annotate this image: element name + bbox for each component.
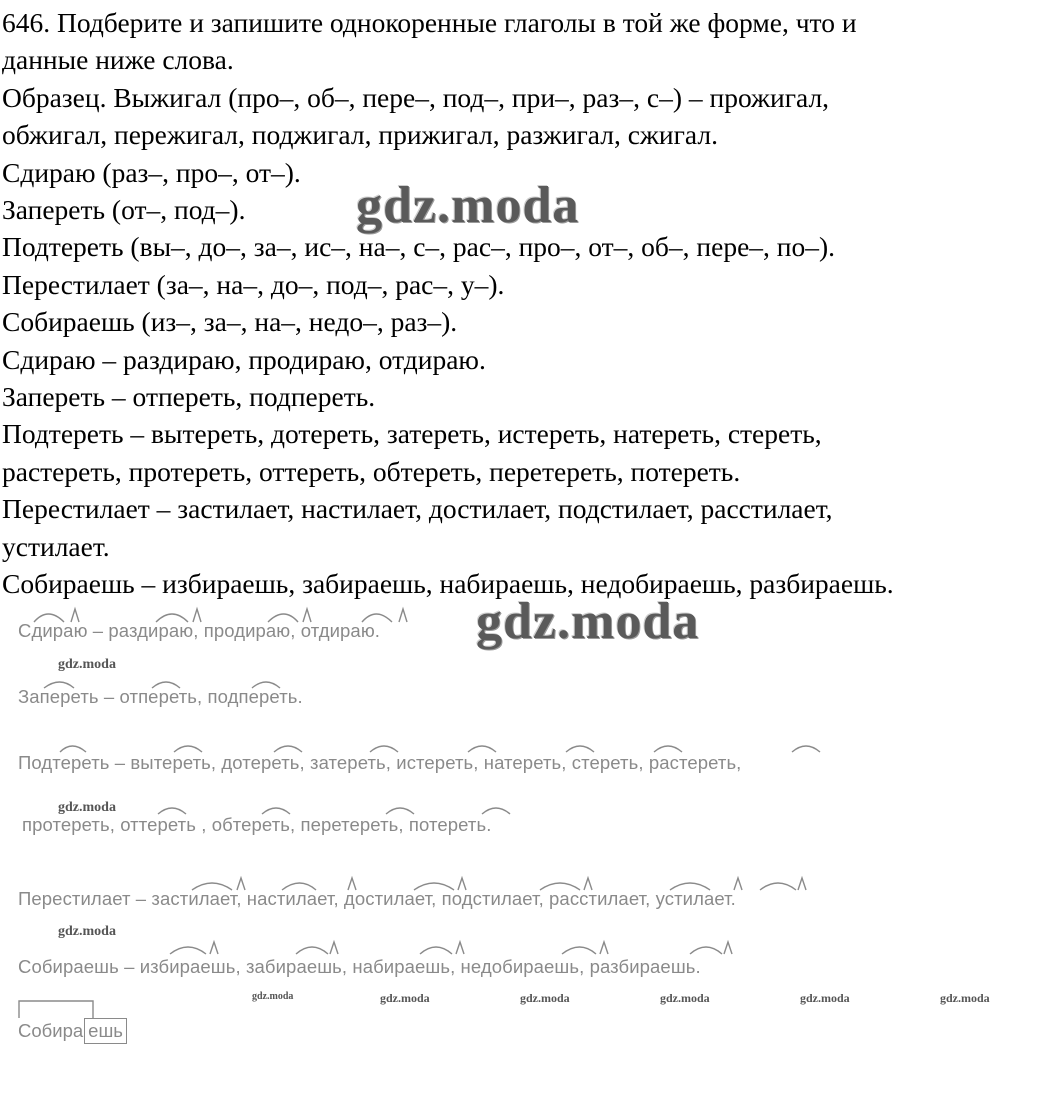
answer-line: Запереть – отпереть, подпереть. [2,381,376,413]
watermark-small: gdz.moda [660,991,710,1005]
task-line: Перестилает (за–, на–, до–, под–, рас–, у–). [2,268,505,300]
morpheme-example [18,1018,127,1044]
word-ending: ешь [84,1018,127,1044]
task-line: данные ниже слова. [2,44,234,76]
task-line: Запереть (от–, под–). [2,194,246,226]
word-stem: Собира [18,1020,84,1041]
handwritten-morpheme-analysis [0,600,1058,1097]
answer-line: Подтереть – вытереть, дотереть, затереть, истереть, натереть, стереть, [2,418,822,450]
task-line: 646. Подберите и запишите однокоренные глаголы в той же форме, что и [2,7,857,38]
watermark-small: gdz.moda [380,991,430,1005]
task-line: обжигал, пережигал, поджигал, прижигал, разжигал, сжигал. [2,119,718,151]
task-line: Образец. Выжигал (про–, об–, пере–, под–, при–, раз–, с–) – прожигал, [2,81,830,113]
handwritten-line: Запереть – отпереть, подпереть. [18,686,303,707]
handwritten-line: Сдираю – раздираю, продираю, отдираю. [18,620,381,641]
watermark-small: gdz.moda [58,924,116,939]
root-bracket [18,998,94,1020]
watermark-small: gdz.moda [520,991,570,1005]
watermark-small: gdz.moda [252,991,294,1002]
watermark-large: gdz.moda [476,593,700,650]
task-line: Собираешь (из–, за–, на–, недо–, раз–). [2,306,458,338]
handwritten-line: Собираешь – избираешь, забираешь, набираешь, недобираешь, разбираешь. [18,956,701,977]
answer-line: Собираешь – избираешь, забираешь, набираешь, недобираешь, разбираешь. [2,568,894,600]
watermark-small: gdz.moda [58,657,116,672]
answer-line: Перестилает – застилает, настилает, достилает, подстилает, расстилает, [2,493,833,525]
answer-line: устилает. [2,530,110,562]
watermark-small: gdz.moda [940,991,990,1005]
handwritten-line: Подтереть – вытереть, дотереть, затереть, истереть, натереть, стереть, растереть, [18,752,742,773]
answer-line: растереть, протереть, оттереть, обтереть, перетереть, потереть. [2,455,741,487]
task-line: Сдираю (раз–, про–, от–). [2,156,301,188]
exercise-text [2,4,1056,603]
watermark-small: gdz.moda [800,991,850,1005]
task-line: Подтереть (вы–, до–, за–, ис–, на–, с–, рас–, про–, от–, об–, пере–, по–). [2,231,836,263]
handwritten-line: Перестилает – застилает, настилает, достилает, подстилает, расстилает, устилает. [18,888,736,909]
answer-line: Сдираю – раздираю, продираю, отдираю. [2,343,486,375]
watermark-small: gdz.moda [58,800,116,815]
handwritten-line: протереть, оттереть , обтереть, перетереть, потереть. [22,814,492,835]
watermark-large: gdz.moda [356,177,580,234]
